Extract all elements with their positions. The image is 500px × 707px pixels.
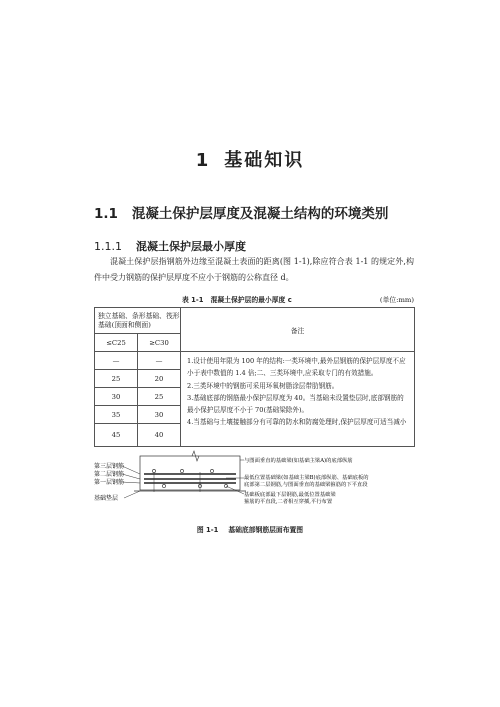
table-cell: 45 bbox=[95, 424, 138, 447]
subsection-number: 1.1.1 bbox=[94, 240, 122, 253]
section-number: 1.1 bbox=[94, 206, 118, 222]
annotation-mid-1: 最低位置基础梁(如基础主梁B)底部纵筋、基础底板的 bbox=[244, 475, 369, 481]
annotation-top: 与图面垂直的基础梁(如基础主梁A)的底部纵筋 bbox=[244, 458, 353, 464]
table-cell: — bbox=[95, 352, 138, 370]
annotation-mid-2: 底部第二层钢筋,与图面垂直的基础梁箍筋的下平直段 bbox=[244, 482, 368, 488]
figure-caption-number: 图 1-1 bbox=[196, 526, 219, 534]
table-header-le-c25: ≤C25 bbox=[95, 334, 138, 352]
table-cell: 20 bbox=[138, 370, 181, 388]
figure-caption-title: 基础底部钢筋层面布置图 bbox=[228, 526, 304, 534]
table-cell: — bbox=[138, 352, 181, 370]
label-first-layer: 第一层钢筋 bbox=[94, 479, 125, 486]
section-heading bbox=[94, 202, 388, 222]
label-cushion: 基础垫层 bbox=[94, 495, 119, 502]
table-note: 4.当基础与土壤接触部分有可靠的防水和防腐处理时,保护层厚度可适当减小 bbox=[187, 418, 407, 427]
rebar-layout-figure bbox=[94, 450, 424, 530]
table-cell: 25 bbox=[95, 370, 138, 388]
body-paragraph: 混凝土保护层指钢筋外边缘至混凝土表面的距离(图 1-1),除应符合表 1-1 的规定外,构件中受力钢筋的保护层厚度不应小于钢筋的公称直径 d。 bbox=[94, 257, 414, 282]
annotation-low-2: 箍筋的平直段,二者相互穿插,平行布置 bbox=[244, 499, 333, 505]
annotation-low-1: 基础板底部最下层钢筋,最低位置基础梁 bbox=[244, 492, 336, 498]
figure-caption bbox=[0, 524, 500, 534]
table-note: 3.基础底部的钢筋最小保护层厚度为 40。当基础未设置垫层时,底部钢筋的最小保护层厚度不小于 70(基础梁除外)。 bbox=[187, 393, 404, 415]
table-cell: 40 bbox=[138, 424, 181, 447]
table-note: 1.设计使用年限为 100 年的结构:一类环境中,最外层钢筋的保护层厚度不应小于表中数值的 1.4 倍;二、三类环境中,应采取专门的有效措施。 bbox=[187, 357, 406, 378]
table-caption-number: 表 1-1 bbox=[182, 296, 204, 304]
table-header-notes: 备注 bbox=[181, 308, 415, 352]
label-second-layer: 第二层钢筋 bbox=[94, 471, 125, 478]
table-header-foundation: 独立基础、条形基础、筏形基础(顶面和侧面) bbox=[95, 308, 181, 334]
chapter-title: 基础知识 bbox=[224, 150, 305, 171]
subsection-heading bbox=[94, 238, 246, 254]
table-caption-title: 混凝土保护层的最小厚度 c bbox=[210, 296, 292, 304]
subsection-title: 混凝土保护层最小厚度 bbox=[136, 240, 246, 253]
table-cell: 25 bbox=[138, 388, 181, 406]
chapter-number: 1 bbox=[195, 150, 211, 171]
table-notes bbox=[181, 352, 415, 447]
table-note: 2.三类环境中的钢筋可采用环氧树脂涂层带肋钢筋。 bbox=[187, 381, 339, 390]
table-header-ge-c30: ≥C30 bbox=[138, 334, 181, 352]
table-cell: 35 bbox=[95, 406, 138, 424]
section-title: 混凝土保护层厚度及混凝土结构的环境类别 bbox=[131, 206, 389, 222]
table-cell: 30 bbox=[138, 406, 181, 424]
label-third-layer: 第三层钢筋 bbox=[94, 463, 125, 470]
table-unit: (单位:mm) bbox=[379, 296, 414, 304]
chapter-heading bbox=[0, 146, 500, 172]
cover-thickness-table bbox=[94, 307, 415, 447]
table-cell: 30 bbox=[95, 388, 138, 406]
